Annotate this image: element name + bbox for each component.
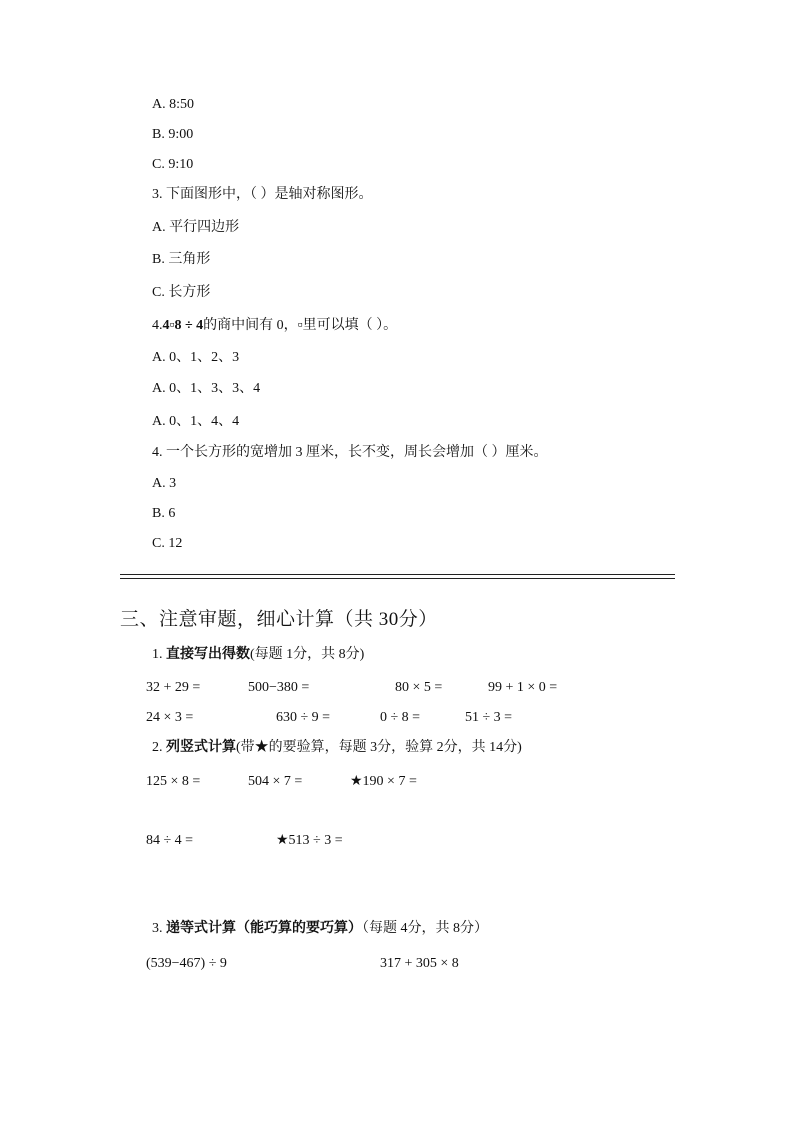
part2-note: (带★的要验算，每题 3分，验算 2分，共 14分) <box>236 740 522 755</box>
q4a-option-1: A. 0、1、2、3 <box>152 350 240 365</box>
step-calc-item: (539−467) ÷ 9 <box>146 956 227 971</box>
calc-item: 0 ÷ 8 = <box>380 710 421 725</box>
q4b-option-a: A. 3 <box>152 476 177 491</box>
calc-item: 630 ÷ 9 = <box>276 710 331 725</box>
part1-title: 直接写出得数 <box>166 647 250 662</box>
q2-option-a: A. 8:50 <box>152 97 194 112</box>
calc-item: 24 × 3 = <box>146 710 194 725</box>
vertical-calc-item: ★513 ÷ 3 = <box>276 833 343 848</box>
part3-heading <box>152 920 488 938</box>
part3-note: （每题 4分，共 8分） <box>362 921 488 936</box>
part2-title: 列竖式计算 <box>166 740 236 755</box>
q4a-option-2: A. 0、1、3、3、4 <box>152 381 261 396</box>
calc-item: 32 + 29 = <box>146 680 201 695</box>
q4b-stem: 4. 一个长方形的宽增加 3 厘米，长不变，周长会增加（ ）厘米。 <box>152 445 548 460</box>
part1-number: 1. <box>152 647 163 662</box>
part1-note: (每题 1分，共 8分) <box>250 647 365 662</box>
q4a-stem <box>152 317 397 335</box>
q4a-stem-rest: 的商中间有 0，▫里可以填（ ）。 <box>203 318 398 333</box>
part2-number: 2. <box>152 740 163 755</box>
q4a-expression: 4▫8 ÷ 4 <box>162 318 204 333</box>
vertical-calc-item: 84 ÷ 4 = <box>146 833 194 848</box>
calc-item: 51 ÷ 3 = <box>465 710 513 725</box>
vertical-calc-item: 504 × 7 = <box>248 774 303 789</box>
section-divider-thin <box>120 578 675 579</box>
q3-option-b: B. 三角形 <box>152 252 211 267</box>
part3-number: 3. <box>152 921 163 936</box>
part2-heading <box>152 739 522 757</box>
q4a-number: 4. <box>152 318 163 333</box>
q4a-option-3: A. 0、1、4、4 <box>152 414 240 429</box>
vertical-calc-item: ★190 × 7 = <box>350 774 417 789</box>
section-divider-thick <box>120 574 675 575</box>
step-calc-item: 317 + 305 × 8 <box>380 956 459 971</box>
part1-heading <box>152 646 364 664</box>
q3-option-c: C. 长方形 <box>152 285 211 300</box>
q3-stem: 3. 下面图形中，（ ）是轴对称图形。 <box>152 187 373 202</box>
calc-item: 99 + 1 × 0 = <box>488 680 558 695</box>
part3-title: 递等式计算（能巧算的要巧算） <box>166 921 362 936</box>
q2-option-c: C. 9:10 <box>152 157 194 172</box>
vertical-calc-item: 125 × 8 = <box>146 774 201 789</box>
calc-item: 500−380 = <box>248 680 310 695</box>
q3-option-a: A. 平行四边形 <box>152 220 240 235</box>
section-3-title: 三、注意审题，细心计算（共 30分） <box>120 609 438 630</box>
q2-option-b: B. 9:00 <box>152 127 194 142</box>
q4b-option-c: C. 12 <box>152 536 183 551</box>
calc-item: 80 × 5 = <box>395 680 443 695</box>
q4b-option-b: B. 6 <box>152 506 176 521</box>
